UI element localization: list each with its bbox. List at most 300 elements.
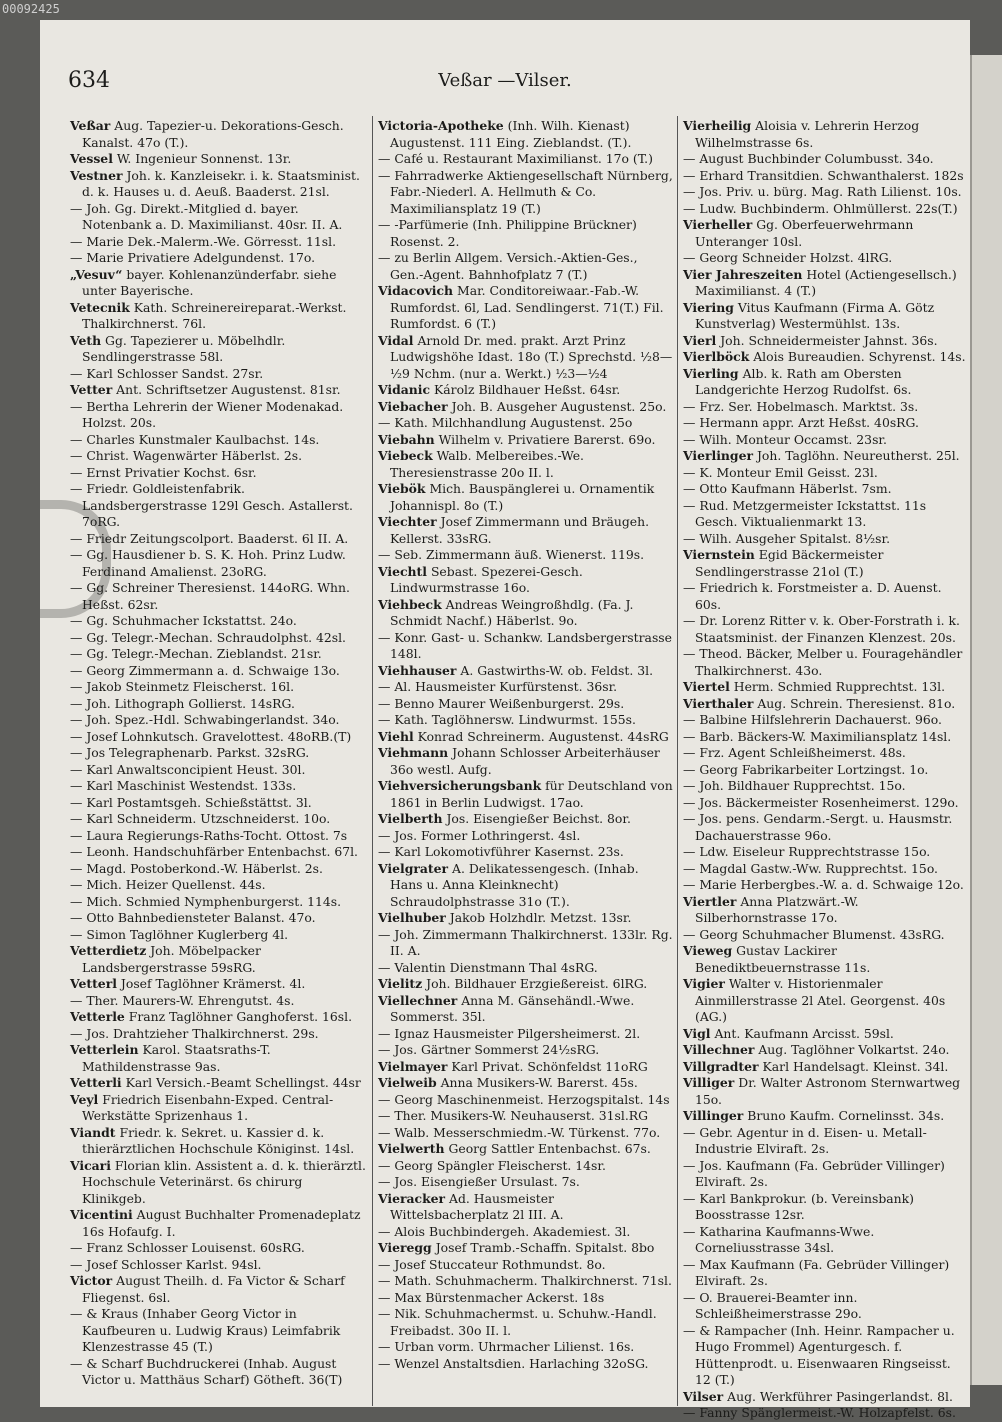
running-head: Veßar —Vilser. [438,70,572,91]
directory-entry [70,993,366,1010]
entry-surname: Vetterlein [70,1042,139,1057]
column-1 [70,118,366,1408]
directory-entry [683,366,969,399]
entry-details: — Jos. Kaufmann (Fa. Gebrüder Villinger) Elviraft. 2s. [683,1157,945,1189]
directory-entry [378,1059,674,1076]
entry-details: — Max Kaufmann (Fa. Gebrüder Villinger) Elviraft. 2s. [683,1256,950,1288]
entry-details: — Josef Stuccateur Rothmundst. 8o. [378,1256,606,1272]
entry-surname: Vetterl [70,976,117,991]
entry-details: Karol. Staatsraths-T. Mathildenstrasse 9as. [82,1042,271,1074]
entry-details: — Ldw. Eiseleur Rupprechtstrasse 15o. [683,844,931,859]
entry-surname: Viehversicherungsbank [378,778,542,793]
directory-entry [683,1290,969,1323]
directory-entry [70,250,366,267]
directory-entry [683,547,969,580]
entry-details: — Joh. Bildhauer Rupprechtst. 15o. [683,778,906,793]
directory-entry [683,976,969,1026]
directory-entry [683,943,969,976]
entry-details: Wilhelm v. Privatiere Barerst. 69o. [438,431,656,447]
directory-entry [683,432,969,449]
directory-entry [378,151,674,168]
entry-details: Joh. k. Kanzleisekr. i. k. Staatsminist. d. k. Hauses u. d. Aeuß. Baaderst. 21sl. [82,167,360,199]
directory-entry [683,399,969,416]
directory-entry [70,828,366,845]
entry-details: — Ther. Maurers-W. Ehrengutst. 4s. [70,992,295,1008]
entry-details: — Balbine Hilfslehrerin Dachauerst. 96o. [683,712,942,727]
entry-details: — Karl Schlosser Sandst. 27sr. [70,365,264,381]
directory-entry [683,531,969,548]
directory-entry [683,1059,969,1076]
entry-details: — Marie Dek.-Malerm.-We. Görresst. 11sl. [70,233,337,249]
directory-entry [70,679,366,696]
directory-entry [378,1356,674,1373]
directory-entry [378,828,674,845]
entry-details: — Karl Bankprokur. (b. Vereinsbank) Boosstrasse 12sr. [683,1190,915,1222]
directory-entry [683,168,969,185]
directory-entry [378,1240,674,1257]
entry-details: Josef Zimmermann und Bräugeh. Kellerst. 33sRG. [390,514,650,546]
entry-surname: Vierheilig [683,118,752,133]
directory-entry [378,1224,674,1241]
directory-entry [378,382,674,399]
entry-surname: Viandt [70,1124,116,1140]
entry-details: — Frz. Ser. Hobelmasch. Marktst. 3s. [683,398,919,414]
entry-details: — Georg Fabrikarbeiter Lortzingst. 1o. [683,761,929,777]
entry-surname: „Vesuv“ [70,266,123,282]
directory-entry [70,663,366,680]
entry-details: — Valentin Dienstmann Thal 4sRG. [378,959,598,975]
entry-surname: Villechner [683,1042,755,1057]
entry-details: — Benno Maurer Weißenburgerst. 29s. [378,695,625,711]
entry-details: Joh. B. Ausgeher Augustenst. 25o. [451,398,667,414]
entry-surname: Villgradter [683,1058,759,1074]
entry-surname: Vestner [70,167,123,183]
entry-details: — Wilh. Ausgeher Spitalst. 8½sr. [683,530,891,546]
entry-details: — Jos Telegraphenarb. Parkst. 32sRG. [70,745,310,760]
directory-entry [683,1389,969,1406]
directory-entry [683,646,969,679]
entry-details: Andreas Weingroßhdlg. (Fa. J. Schmidt Nachf.) Häberlst. 9o. [390,596,634,628]
directory-entry [70,613,366,630]
entry-surname: Viebahn [378,431,435,447]
directory-entry [70,1158,366,1208]
entry-details: Aug. Taglöhner Volkartst. 24o. [758,1042,950,1057]
entry-details: — Rud. Metzgermeister Ickstattst. 11s Gesch. Viktualienmarkt 13. [683,497,927,529]
entry-details: Johann Schlosser Arbeiterhäuser 36o westl. Aufg. [390,745,660,777]
entry-surname: Veßar [70,118,111,133]
directory-entry [378,1273,674,1290]
directory-entry [70,1306,366,1356]
directory-entry [70,844,366,861]
entry-details: Anna Platzwärt.-W. Silberhornstrasse 17o. [695,893,859,925]
directory-entry [683,465,969,482]
directory-entry [683,613,969,646]
scan-id: 00092425 [2,2,60,16]
entry-surname: Vetterle [70,1009,125,1024]
directory-entry [378,1026,674,1043]
entry-details: Walter v. Historienmaler Ainmillerstrasse 2l Atel. Georgenst. 40s (AG.) [695,976,946,1024]
entry-details: Gg. Tapezierer u. Möbelhdlr. Sendlingerstrasse 58l. [82,332,286,364]
directory-entry [378,481,674,514]
entry-details: — Jos. Gärtner Sommerst 24½sRG. [378,1042,600,1057]
entry-details: Gg. Oberfeuerwehrmann Unteranger 10sl. [695,217,914,249]
entry-details: bayer. Kohlenanzünderfabr. siehe unter Bayerische. [82,266,337,298]
entry-surname: Vidal [378,332,414,348]
entry-details: — K. Monteur Emil Geisst. 23l. [683,464,878,480]
entry-surname: Vielweib [378,1075,437,1090]
directory-entry [683,844,969,861]
entry-details: — Georg Spängler Fleischerst. 14sr. [378,1157,606,1173]
entry-details: — Fanny Spänglermeist.-W. Holzapfelst. 6s. [683,1405,956,1420]
entry-details: — Jakob Steinmetz Fleischerst. 16l. [70,679,295,694]
directory-entry [70,630,366,647]
entry-details: August Buchhalter Promenadeplatz 16s Hofaufg. I. [82,1207,361,1239]
directory-entry [70,1257,366,1274]
entry-details: — Friedr. Goldleistenfabrik. Landsbergerstrasse 129l Gesch. Astallerst. 7oRG. [70,481,353,529]
directory-entry [378,663,674,680]
entry-surname: Vielhuber [378,910,446,925]
directory-entry [70,300,366,333]
entry-details: — Ignaz Hausmeister Pilgersheimerst. 2l. [378,1025,641,1041]
entry-details: Alois Bureaudien. Schyrenst. 14s. [753,349,966,364]
entry-details: — Walb. Messerschmiedm.-W. Türkenst. 77o. [378,1124,661,1140]
directory-entry [683,927,969,944]
entry-surname: Victoria-Apotheke [378,118,504,133]
entry-details: A. Delikatessengesch. (Inhab. Hans u. Anna Kleinknecht) Schraudolphstrasse 31o (T.). [390,860,639,909]
directory-entry [683,201,969,218]
entry-details: Aug. Schrein. Theresienst. 81o. [757,695,956,711]
directory-entry [378,778,674,811]
entry-details: — Urban vorm. Uhrmacher Lilienst. 16s. [378,1339,635,1354]
directory-entry [70,333,366,366]
entry-surname: Viertler [683,893,737,909]
entry-details: — Joh. Gg. Direkt.-Mitglied d. bayer. Notenbank a. D. Maximilianst. 40sr. II. A. [70,200,343,232]
entry-details: — Kath. Milchhandlung Augustenst. 25o [378,415,633,430]
entry-details: — Franz Schlosser Louisenst. 60sRG. [70,1240,305,1255]
directory-entry [378,1092,674,1109]
directory-entry [70,696,366,713]
entry-surname: Vierheller [683,217,753,232]
entry-details: — Nik. Schuhmachermst. u. Schuhw.-Handl. Freibadst. 30o II. l. [378,1306,657,1338]
directory-entry [70,547,366,580]
entry-details: Alb. k. Rath am Obersten Landgerichte Herzog Rudolfst. 6s. [695,365,912,397]
entry-details: Friedr. k. Sekret. u. Kassier d. k. thierärztlichen Hochschule Königinst. 14sl. [82,1124,355,1156]
directory-entry [378,745,674,778]
entry-details: Károlz Bildhauer Heßst. 64sr. [434,382,621,397]
entry-details: Anna Musikers-W. Barerst. 45s. [440,1075,638,1090]
entry-details: Josef Tramb.-Schaffn. Spitalst. 8bo [435,1240,655,1255]
directory-entry [70,778,366,795]
entry-details: Friedrich Eisenbahn-Exped. Central-Werkstätte Sprizenhaus 1. [82,1091,334,1123]
entry-details: — Wilh. Monteur Occamst. 23sr. [683,431,887,447]
entry-surname: Vieweg [683,943,733,958]
directory-entry [378,960,674,977]
directory-entry [378,927,674,960]
entry-details: — August Buchbinder Columbusst. 34o. [683,151,934,166]
entry-surname: Vidanic [378,382,431,397]
directory-entry [70,646,366,663]
directory-entry [683,1191,969,1224]
directory-entry [70,795,366,812]
directory-entry [70,1125,366,1158]
entry-surname: Vieracker [378,1190,446,1206]
directory-entry [683,300,969,333]
directory-entry [683,118,969,151]
entry-details: — Ludw. Buchbinderm. Ohlmüllerst. 22s(T.) [683,200,958,216]
entry-details: — Frz. Agent Schleißheimerst. 48s. [683,745,906,760]
entry-details: Dr. Walter Astronom Sternwartweg 15o. [695,1075,961,1107]
directory-entry [378,1108,674,1125]
directory-entry [378,217,674,250]
directory-entry [683,481,969,498]
directory-entry [70,1273,366,1306]
entry-surname: Vetterli [70,1075,122,1090]
directory-entry [70,861,366,878]
directory-entry [378,1306,674,1339]
entry-details: — Al. Hausmeister Kurfürstenst. 36sr. [378,679,618,694]
directory-entry [70,168,366,201]
entry-surname: Vierlböck [683,349,750,364]
directory-entry [683,894,969,927]
entry-surname: Vielmayer [378,1058,448,1074]
entry-details: Karl Versich.-Beamt Schellingst. 44sr [125,1075,361,1090]
entry-details: — Karl Schneiderm. Utzschneiderst. 10o. [70,811,331,826]
directory-entry [683,745,969,762]
entry-details: Aloisia v. Lehrerin Herzog Wilhelmstrasse 6s. [695,118,920,150]
directory-entry [70,1092,366,1125]
directory-entry [378,844,674,861]
directory-entry [683,184,969,201]
directory-entry [378,597,674,630]
directory-entry [683,415,969,432]
entry-details: — Josef Lohnkutsch. Gravelottest. 48oRB.(T) [70,728,352,744]
entry-surname: Viebök [378,481,426,496]
directory-entry [70,234,366,251]
directory-entry [683,696,969,713]
entry-details: — Alois Buchbindergeh. Akademiest. 3l. [378,1223,631,1239]
directory-entry [378,399,674,416]
entry-details: — Otto Bahnbediensteter Balanst. 47o. [70,910,316,925]
column-2 [378,118,674,1408]
entry-surname: Viertel [683,679,730,694]
next-page-edge [970,55,1002,1385]
entry-details: Ad. Hausmeister Wittelsbacherplatz 2l III. A. [390,1190,564,1222]
directory-entry [378,547,674,564]
entry-surname: Vetecnik [70,299,130,315]
directory-entry [683,861,969,878]
entry-surname: Viechter [378,514,437,529]
entry-details: Joh. Taglöhn. Neureutherst. 25l. [756,448,960,463]
entry-surname: Viellechner [378,992,458,1008]
entry-details: Mar. Conditoreiwaar.-Fab.-W. Rumfordst. 6l, Lad. Sendlingerst. 71(T.) Fil. Rumfordst. 6 (T.) [390,283,664,331]
directory-entry [683,217,969,250]
entry-details: Egid Bäckermeister Sendlingerstrasse 21ol (T.) [695,547,884,579]
directory-entry [70,927,366,944]
entry-details: — Konr. Gast- u. Schankw. Landsbergerstrasse 148l. [378,629,672,661]
directory-entry [683,333,969,350]
entry-surname: Viernstein [683,547,755,562]
directory-entry [378,910,674,927]
entry-surname: Villiger [683,1075,735,1090]
entry-details: — Hermann appr. Arzt Heßst. 40sRG. [683,415,919,430]
entry-details: — Seb. Zimmermann äuß. Wienerst. 119s. [378,547,645,562]
directory-entry [70,745,366,762]
entry-details: — Georg Maschinenmeist. Herzogspitalst. 14s [378,1091,670,1107]
entry-details: — Charles Kunstmaler Kaulbachst. 14s. [70,431,320,447]
directory-entry [378,333,674,383]
directory-entry [70,399,366,432]
entry-surname: Vierl [683,332,717,348]
directory-entry [70,1075,366,1092]
directory-entry [683,349,969,366]
directory-entry [683,498,969,531]
entry-details: Ant. Schriftsetzer Augustenst. 81sr. [116,382,341,397]
directory-entry [378,415,674,432]
entry-details: — Math. Schuhmacherm. Thalkirchnerst. 71sl. [378,1273,672,1288]
entry-details: Arnold Dr. med. prakt. Arzt Prinz Ludwigshöhe Idast. 18o (T.) Sprechstd. ½8—½9 Nchm. (nur a. Werkt.) ½3—½4 [390,332,673,381]
directory-entry [70,465,366,482]
entry-details: — Theod. Bäcker, Melber u. Fouragehändler Thalkirchnerst. 43o. [683,646,963,678]
directory-entry [378,976,674,993]
directory-entry [683,267,969,300]
column-rule [372,116,373,1406]
entry-surname: Vier Jahreszeiten [683,266,803,282]
directory-entry [70,1356,366,1389]
entry-details: W. Ingenieur Sonnenst. 13r. [116,151,292,166]
directory-entry [683,811,969,844]
entry-surname: Vielberth [378,811,443,826]
page-number: 634 [68,68,110,93]
entry-details: Walb. Melbereibes.-We. Theresienstrasse 20o II. l. [390,448,584,480]
entry-details: — Mich. Heizer Quellenst. 44s. [70,877,266,892]
entry-details: Karl Privat. Schönfeldst 11oRG [451,1058,648,1074]
entry-details: Herm. Schmied Rupprechtst. 13l. [733,679,946,694]
directory-entry [70,118,366,151]
entry-details: — Friedr Zeitungscolport. Baaderst. 6l II. A. [70,530,349,546]
entry-details: Karl Handelsagt. Kleinst. 34l. [762,1058,949,1074]
directory-entry [378,250,674,283]
entry-details: Gustav Lackirer Benediktbeuernstrasse 11s. [695,943,871,975]
entry-details: — Gg. Schuhmacher Ickstattst. 24o. [70,613,297,628]
entry-details: Joh. Bildhauer Erzgießereist. 6lRG. [426,976,648,991]
entry-details: — Georg Schneider Holzst. 4lRG. [683,250,893,265]
entry-surname: Vielitz [378,976,423,991]
entry-surname: Vicentini [70,1207,133,1222]
entry-details: A. Gastwirths-W. ob. Feldst. 3l. [460,662,654,678]
entry-details: — Joh. Lithograph Gollierst. 14sRG. [70,695,295,711]
directory-entry [683,762,969,779]
entry-details: — Magd. Postoberkond.-W. Häberlst. 2s. [70,860,323,876]
entry-details: — Jos. Former Lothringerst. 4sl. [378,827,581,843]
entry-details: — Ther. Musikers-W. Neuhauserst. 31sl.RG [378,1108,648,1123]
entry-surname: Vigier [683,976,725,991]
directory-entry [378,679,674,696]
entry-details: — Josef Schlosser Karlst. 94sl. [70,1256,262,1272]
entry-details: — Jos. pens. Gendarm.-Sergt. u. Hausmstr. Dachauerstrasse 96o. [683,811,953,843]
entry-details: — Joh. Spez.-Hdl. Schwabingerlandst. 34o. [70,712,340,727]
entry-details: — Gebr. Agentur in d. Eisen- u. Metall-Industrie Elviraft. 2s. [683,1124,927,1156]
entry-surname: Viering [683,299,734,315]
directory-entry [70,1207,366,1240]
directory-entry [70,432,366,449]
entry-details: Konrad Schreinerm. Augustenst. 44sRG [417,728,669,744]
directory-entry [683,778,969,795]
entry-details: Bruno Kaufm. Cornelinsst. 34s. [747,1108,945,1123]
entry-details: — Otto Kaufmann Häberlst. 7sm. [683,481,892,496]
entry-details: — Fahrradwerke Aktiengesellschaft Nürnberg, Fabr.-Niederl. A. Hellmuth & Co. Maximiliansplatz 19 (T.) [378,167,673,216]
entry-surname: Vierthaler [683,695,754,711]
entry-details: — Magdal Gastw.-Ww. Rupprechtst. 15o. [683,860,938,876]
entry-details: Hotel (Actiengesellsch.) Maximilianst. 4 (T.) [695,266,957,298]
entry-details: Josef Taglöhner Krämerst. 4l. [120,976,306,991]
entry-details: — -Parfümerie (Inh. Philippine Brückner) Rosenst. 2. [378,217,637,249]
entry-surname: Veth [70,332,102,348]
directory-entry [683,250,969,267]
directory-entry [70,580,366,613]
entry-details: — Katharina Kaufmanns-Wwe. Corneliusstrasse 34sl. [683,1223,875,1255]
entry-details: — Karl Maschinist Westendst. 133s. [70,778,297,793]
directory-entry [378,1075,674,1092]
entry-details: — Karl Anwaltsconcipient Heust. 30l. [70,761,306,777]
entry-surname: Vierlinger [683,448,754,463]
entry-details: — Gg. Telegr.-Mechan. Schraudolphst. 42sl. [70,629,346,645]
directory-entry [683,1108,969,1125]
directory-entry [378,1290,674,1307]
directory-entry [378,514,674,547]
entry-surname: Viechtl [378,563,427,579]
directory-entry [378,811,674,828]
directory-entry [70,1009,366,1026]
entry-surname: Vidacovich [378,283,454,298]
directory-page [40,20,970,1420]
directory-entry [683,1405,969,1422]
directory-entry [70,267,366,300]
entry-details: — Jos. Priv. u. bürg. Mag. Rath Lilienst. 10s. [683,184,962,199]
entry-details: — Karl Lokomotivführer Kasernst. 23s. [378,844,624,859]
entry-details: Mich. Bauspänglerei u. Ornamentik Johannispl. 8o (T.) [390,481,655,513]
entry-details: — Ernst Privatier Kochst. 6sr. [70,464,257,480]
directory-entry [378,1174,674,1191]
entry-details: Franz Taglöhner Ganghoferst. 16sl. [128,1009,353,1024]
directory-entry [378,1125,674,1142]
entry-details: Florian klin. Assistent a. d. k. thierärztl. Hochschule Veterinärst. 6s chirurg Klinikgeb. [82,1157,366,1206]
entry-details: Anna M. Gänsehändl.-Wwe. Sommerst. 35l. [390,992,635,1024]
column-rule [677,116,678,1406]
directory-entry [70,976,366,993]
entry-details: — Leonh. Handschuhfärber Entenbachst. 67l. [70,844,358,859]
entry-surname: Vetterdietz [70,943,147,958]
directory-entry [378,448,674,481]
directory-entry [70,481,366,531]
entry-surname: Vieregg [378,1240,432,1255]
entry-details: — Mich. Schmied Nymphenburgerst. 114s. [70,893,342,909]
entry-details: — Kath. Taglöhnersw. Lindwurmst. 155s. [378,712,636,727]
entry-surname: Vielgrater [378,860,449,876]
directory-entry [378,630,674,663]
entry-details: Vitus Kaufmann (Firma A. Götz Kunstverlag) Westermühlst. 13s. [695,299,935,331]
entry-details: — Erhard Transitdien. Schwanthalerst. 182s [683,167,964,183]
directory-entry [378,1141,674,1158]
directory-entry [378,432,674,449]
directory-entry [70,1042,366,1075]
directory-entry [683,679,969,696]
entry-details: Jakob Holzhdlr. Metzst. 13sr. [449,910,632,925]
directory-entry [70,366,366,383]
entry-surname: Vetter [70,382,113,397]
directory-entry [683,1026,969,1043]
directory-entry [683,729,969,746]
directory-entry [683,1257,969,1290]
